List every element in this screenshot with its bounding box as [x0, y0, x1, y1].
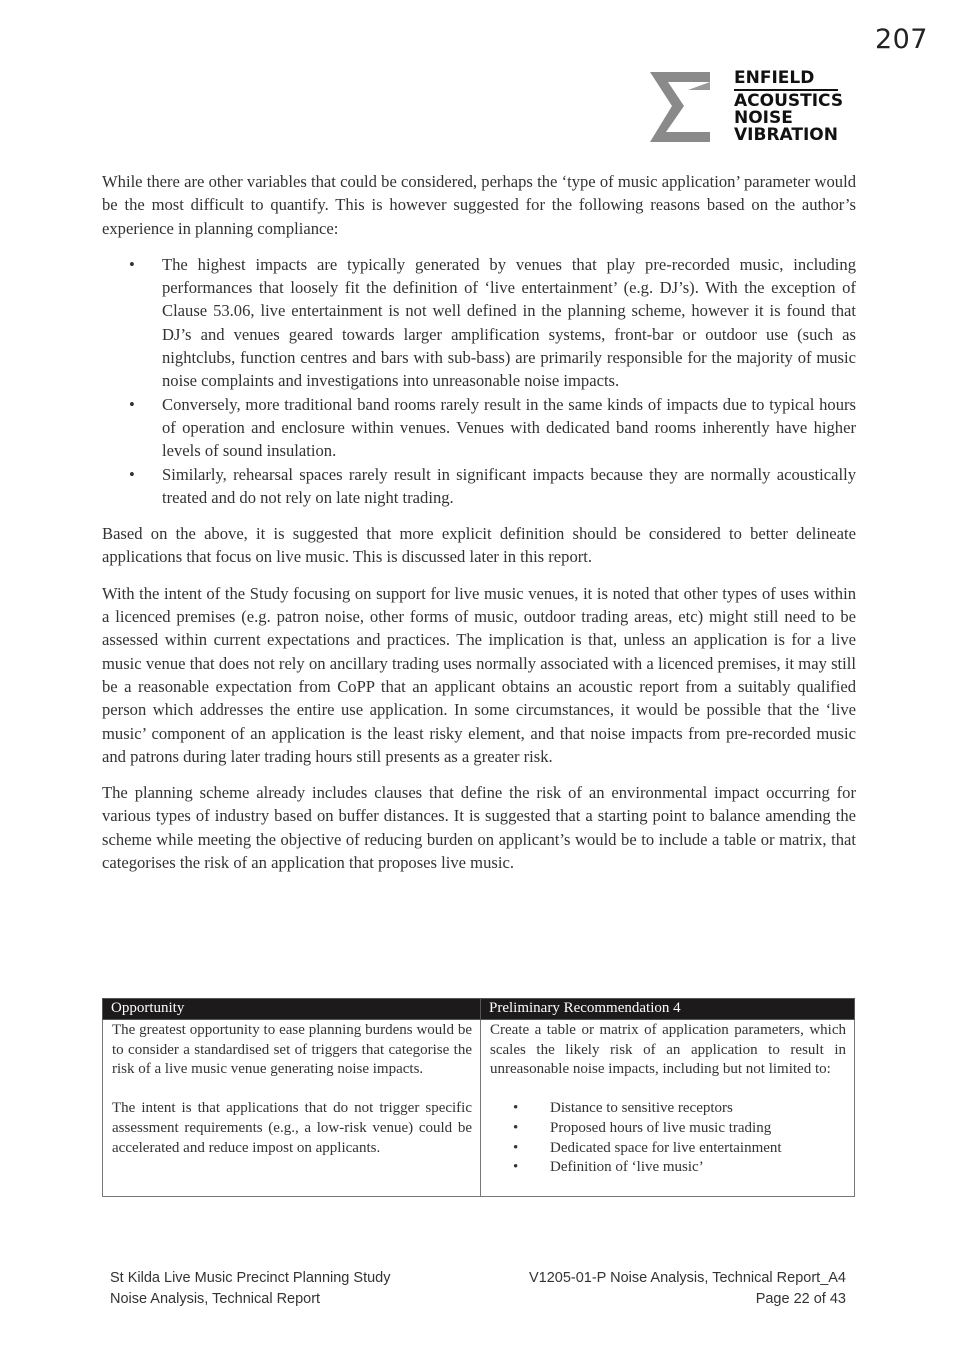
- sigma-logo-icon: [648, 70, 712, 144]
- list-item: [129, 463, 856, 510]
- logo-line-acoustics: ACOUSTICS: [734, 91, 844, 111]
- list-item-text: Conversely, more traditional band rooms rarely result in the same kinds of impacts due to typical hours of operation and enclosure within venues. Venues with dedicated band rooms inherently have higher levels of sound insulation.: [162, 394, 856, 461]
- footer-page-count: Page 22 of 43: [755, 1291, 846, 1307]
- footer-report-title: Noise Analysis, Technical Report: [110, 1291, 321, 1307]
- bullet-icon: •: [129, 394, 135, 414]
- list-item-text: Similarly, rehearsal spaces rarely result in significant impacts because they are normally acoustically treated and do not rely on late night trading.: [162, 464, 856, 507]
- bullet-icon: •: [513, 1159, 519, 1176]
- list-item-text: Distance to sensitive receptors: [550, 1100, 733, 1117]
- header-recommendation: Preliminary Recommendation 4: [481, 999, 855, 1020]
- recommendation-table: [102, 998, 855, 1197]
- list-item: [513, 1139, 846, 1159]
- opportunity-cell: [103, 1020, 481, 1197]
- list-item-text: Definition of ‘live music’: [550, 1159, 704, 1176]
- body-content: [102, 170, 856, 887]
- list-item-text: Proposed hours of live music trading: [550, 1119, 772, 1136]
- opportunity-text: The greatest opportunity to ease planning burdens would be to consider a standardised set of triggers that categorise the risk of a live music venue generating noise impacts.: [112, 1022, 472, 1078]
- list-item-text: Dedicated space for live entertainment: [550, 1139, 782, 1156]
- company-logo: [648, 66, 848, 148]
- list-item: [129, 393, 856, 463]
- list-item-text: The highest impacts are typically generated by venues that play pre-recorded music, including performances that loosely fit the definition of ‘live entertainment’ (e.g. DJ’s). With the exception of Clause 53.06, live entertainment is not well defined in the planning scheme, however it is found that DJ’s and venues geared towards larger amplification systems, front-bar or outdoor use (such as nightclubs, function centres and bars with sub-bass) are primarily responsible for the majority of music noise complaints and investigations into unreasonable noise impacts.: [162, 254, 856, 391]
- opportunity-text: The intent is that applications that do not trigger specific assessment requirements (e.g., a low-risk venue) could be accelerated and reduce impost on applicants.: [112, 1100, 472, 1156]
- list-item: [513, 1119, 846, 1139]
- logo-line-enfield: ENFIELD: [734, 70, 838, 91]
- footer-study-title: St Kilda Live Music Precinct Planning Study: [110, 1270, 391, 1286]
- recommendation-list: [490, 1099, 846, 1178]
- header-opportunity: Opportunity: [103, 999, 481, 1020]
- planning-paragraph: The planning scheme already includes clauses that define the risk of an environmental impact occurring for various types of industry based on buffer distances. It is suggested that a starting point to balance amending the scheme while meeting the objective of reducing burden on applicant’s would be to include a table or matrix, that categorises the risk of an application that proposes live music.: [102, 783, 856, 873]
- intent-paragraph: With the intent of the Study focusing on support for live music venues, it is noted that other types of uses within a licenced premises (e.g. patron noise, other forms of music, outdoor trading areas, etc) might still need to be assessed within current expectations and practices. The implication is that, unless an application is for a live music venue that does not rely on ancillary trading uses normally associated with a licenced premises, it may still be a reasonable expectation from CoPP that an applicant obtains an acoustic report from a suitably qualified person which addresses the entire use application. In some circumstances, it would be possible that the ‘live music’ component of an application is the least risky element, and that noise impacts from pre-recorded music and patrons during later trading hours still presents as a greater risk.: [102, 583, 856, 766]
- bullet-icon: •: [513, 1100, 519, 1117]
- bullet-icon: •: [129, 254, 135, 274]
- logo-line-vibration: VIBRATION: [734, 125, 838, 145]
- recommendation-cell: [481, 1020, 855, 1197]
- list-item: [513, 1158, 846, 1178]
- table-header-row: [103, 999, 855, 1020]
- table-row: [103, 1020, 855, 1197]
- reasons-list: [102, 253, 856, 509]
- bullet-icon: •: [513, 1119, 519, 1136]
- bullet-icon: •: [513, 1139, 519, 1156]
- bullet-icon: •: [129, 464, 135, 484]
- footer-document-id: V1205-01-P Noise Analysis, Technical Report_A4: [528, 1270, 846, 1286]
- page-number: 207: [874, 24, 928, 55]
- list-item: [513, 1099, 846, 1119]
- list-item: [129, 253, 856, 393]
- logo-line-noise: NOISE: [734, 108, 793, 128]
- recommendation-intro: Create a table or matrix of application parameters, which scales the likely risk of an application to result in unreasonable noise impacts, including but not limited to:: [490, 1022, 846, 1078]
- based-paragraph: Based on the above, it is suggested that more explicit definition should be considered to better delineate applications that focus on live music. This is discussed later in this report.: [102, 524, 856, 567]
- intro-paragraph: While there are other variables that could be considered, perhaps the ‘type of music application’ parameter would be the most difficult to quantify. This is however suggested for the following reasons based on the author’s experience in planning compliance:: [102, 172, 856, 238]
